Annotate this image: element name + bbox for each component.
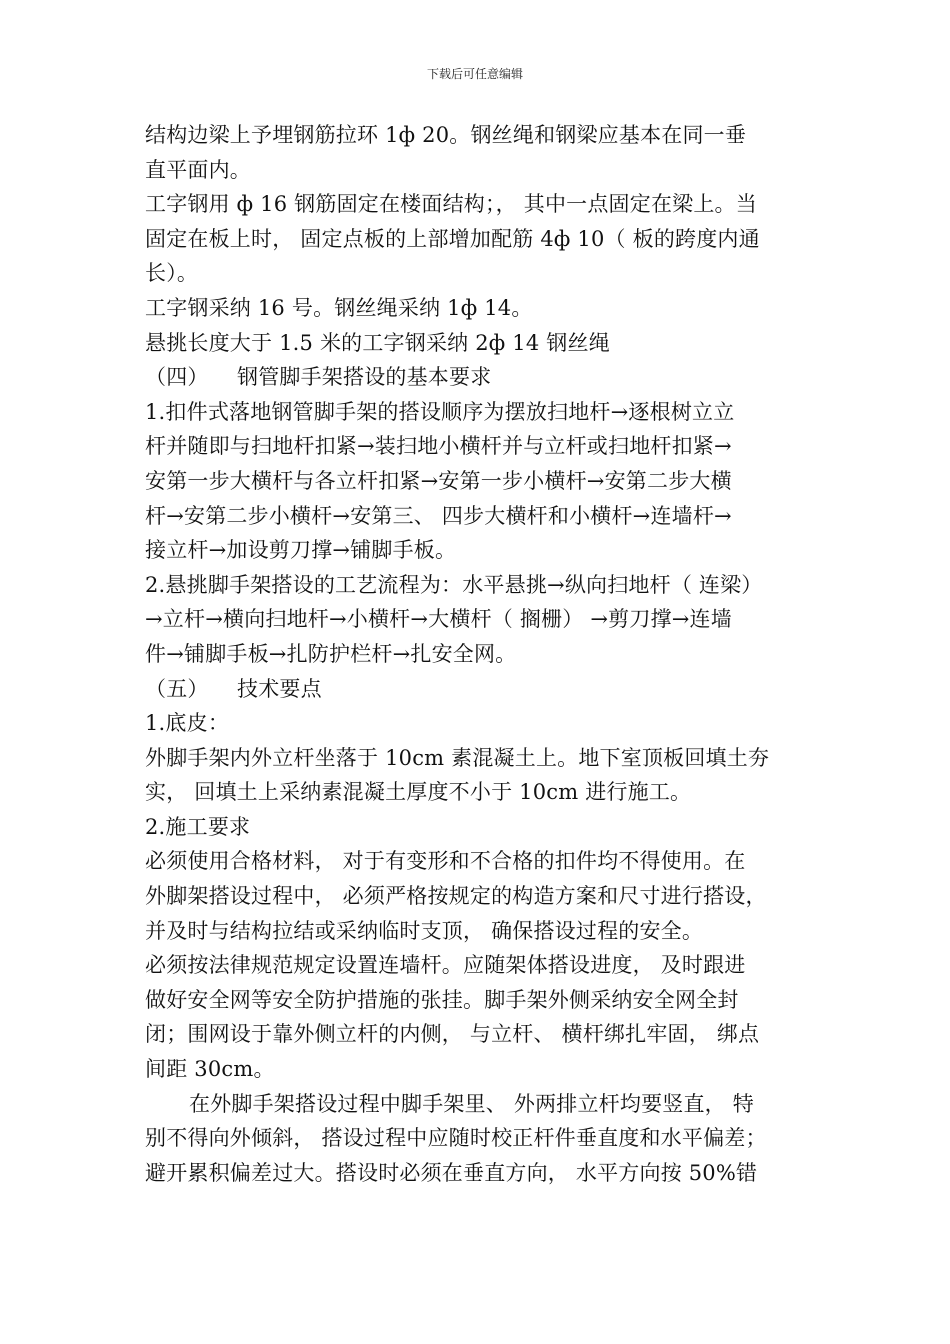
paragraph-line: 悬挑长度大于 1.5 米的工字钢采纳 2ф 14 钢丝绳 [145, 330, 610, 355]
paragraph-line: 1.底皮： [145, 711, 230, 736]
paragraph-line: 必须使用合格材料， 对于有变形和不合格的扣件均不得使用。在 [145, 849, 746, 874]
paragraph-line: 2.悬挑脚手架搭设的工艺流程为：水平悬挑→纵向扫地杆（ 连梁） [145, 572, 763, 597]
paragraph-line: 接立杆→加设剪刀撑→铺脚手板。 [145, 538, 457, 563]
section-heading-4 [145, 360, 810, 395]
paragraph-line: 安第一步大横杆与各立杆扣紧→安第一步小横杆→安第二步大横 [145, 468, 732, 493]
paragraph-line: 在外脚手架搭设过程中脚手架里、 外两排立杆均要竖直， 特 [189, 1091, 754, 1116]
page-header-note: 下载后可任意编辑 [426, 67, 523, 81]
paragraph-line: 做好安全网等安全防护措施的张挂。脚手架外侧采纳安全网全封 [145, 987, 739, 1012]
section-heading-title: 钢管脚手架搭设的基本要求 [237, 365, 492, 390]
paragraph-line: 1.扣件式落地钢管脚手架的搭设顺序为摆放扫地杆→逐根树立立 [145, 399, 735, 424]
paragraph-line: 别不得向外倾斜， 搭设过程中应随时校正杆件垂直度和水平偏差； [145, 1126, 767, 1151]
paragraph-line: 外脚架搭设过程中， 必须严格按规定的构造方案和尺寸进行搭设， [145, 884, 767, 909]
section-heading-number: （五） [145, 676, 209, 701]
section-heading-title: 技术要点 [237, 676, 322, 701]
paragraph-line: →立杆→横向扫地杆→小横杆→大横杆（ 搁栅） →剪刀撑→连墙 [145, 607, 732, 632]
paragraph-line: 直平面内。 [145, 157, 251, 182]
paragraph-line: 结构边梁上予埋钢筋拉环 1ф 20。钢丝绳和钢梁应基本在同一垂 [145, 123, 747, 147]
paragraph-line: 实， 回填土上采纳素混凝土厚度不小于 10cm 进行施工。 [145, 780, 692, 805]
section-heading-number: （四） [145, 365, 209, 390]
section-heading-5 [145, 672, 810, 707]
paragraph-line: 固定在板上时， 固定点板的上部增加配筋 4ф 10（ 板的跨度内通 [145, 226, 760, 251]
paragraph-line: 2.施工要求 [145, 814, 251, 839]
paragraph-line: 杆→安第二步小横杆→安第三、 四步大横杆和小横杆→连墙杆→ [145, 503, 732, 528]
paragraph-line: 避开累积偏差过大。搭设时必须在垂直方向， 水平方向按 50%错 [145, 1160, 758, 1185]
document-body [145, 118, 810, 1190]
paragraph-line: 长）。 [145, 261, 199, 286]
paragraph-line: 间距 30cm。 [145, 1057, 275, 1082]
paragraph-line: 闭；围网设于靠外侧立杆的内侧， 与立杆、 横杆绑扎牢固， 绑点 [145, 1022, 760, 1047]
paragraph-line: 工字钢用 ф 16 钢筋固定在楼面结构；， 其中一点固定在梁上。当 [145, 192, 757, 217]
paragraph-line: 外脚手架内外立杆坐落于 10cm 素混凝土上。地下室顶板回填土夯 [145, 745, 770, 770]
paragraph-line: 并及时与结构拉结或采纳临时支顶， 确保搭设过程的安全。 [145, 918, 704, 943]
paragraph-line: 必须按法律规范规定设置连墙杆。应随架体搭设进度， 及时跟进 [145, 953, 746, 978]
paragraph-line: 杆并随即与扫地杆扣紧→装扫地小横杆并与立杆或扫地杆扣紧→ [145, 434, 732, 459]
paragraph-line: 工字钢采纳 16 号。钢丝绳采纳 1ф 14。 [145, 295, 533, 320]
paragraph-line: 件→铺脚手板→扎防护栏杆→扎安全网。 [145, 641, 517, 666]
